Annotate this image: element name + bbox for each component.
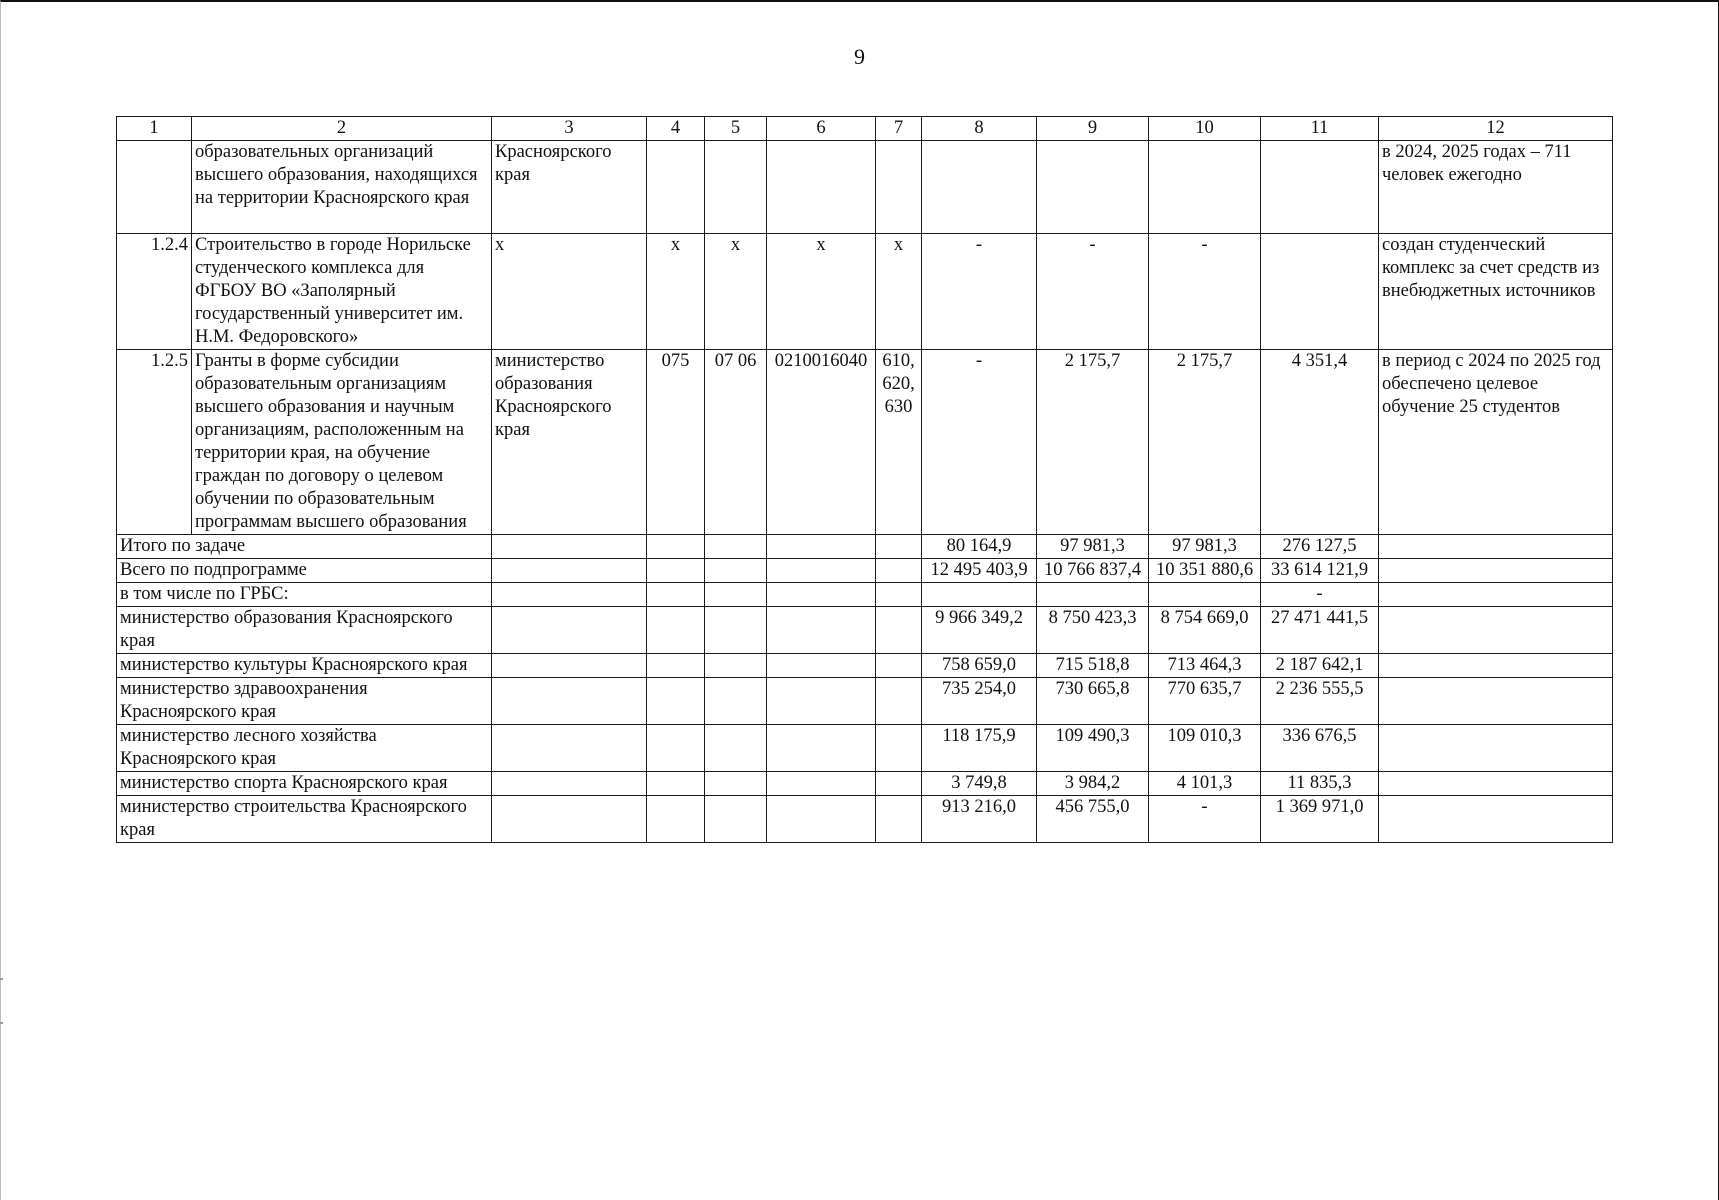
summary-row	[117, 678, 1613, 725]
empty-cell	[767, 772, 876, 796]
empty-cell	[492, 583, 647, 607]
empty-cell	[492, 607, 647, 654]
empty-cell	[705, 583, 767, 607]
amount-2024: 109 490,3	[1037, 725, 1149, 772]
column-number: 1	[117, 117, 192, 141]
amount-2023: 9 966 349,2	[922, 607, 1037, 654]
empty-cell	[647, 535, 705, 559]
summary-row	[117, 607, 1613, 654]
empty-cell	[492, 535, 647, 559]
column-number: 8	[922, 117, 1037, 141]
empty-cell	[767, 654, 876, 678]
empty-cell	[492, 725, 647, 772]
scan-mark	[0, 978, 3, 980]
empty-cell	[876, 141, 922, 234]
empty-cell	[647, 678, 705, 725]
empty-cell	[647, 725, 705, 772]
empty-cell	[492, 559, 647, 583]
expense-type-code: 610, 620, 630	[876, 350, 922, 535]
amount-2024: 97 981,3	[1037, 535, 1149, 559]
empty-cell	[705, 535, 767, 559]
empty-cell	[647, 559, 705, 583]
amount-2025: 10 351 880,6	[1149, 559, 1261, 583]
empty-cell	[876, 678, 922, 725]
empty-cell	[647, 583, 705, 607]
empty-cell	[647, 607, 705, 654]
empty-cell	[1379, 583, 1613, 607]
empty-cell	[705, 141, 767, 234]
empty-cell	[767, 141, 876, 234]
amount-total	[1261, 234, 1379, 350]
amount-2025: -	[1149, 796, 1261, 843]
section-code: 07 06	[705, 350, 767, 535]
empty-cell	[705, 725, 767, 772]
summary-label: в том числе по ГРБС:	[117, 583, 492, 607]
empty-cell	[705, 772, 767, 796]
amount-2023: 12 495 403,9	[922, 559, 1037, 583]
amount-2023: -	[922, 350, 1037, 535]
summary-row	[117, 796, 1613, 843]
amount-2025: -	[1149, 234, 1261, 350]
amount-2024: 715 518,8	[1037, 654, 1149, 678]
summary-row	[117, 654, 1613, 678]
expected-result: в период с 2024 по 2025 год обеспечено целевое обучение 25 студентов	[1379, 350, 1613, 535]
column-number: 2	[192, 117, 492, 141]
empty-cell	[492, 678, 647, 725]
empty-cell	[705, 678, 767, 725]
summary-row	[117, 583, 1613, 607]
grbs-label: министерство лесного хозяйства Красноярского края	[117, 725, 492, 772]
empty-cell	[647, 772, 705, 796]
grbs-name: Красноярского края	[492, 141, 647, 234]
table-row	[117, 234, 1613, 350]
empty-cell	[1037, 583, 1149, 607]
amount-2025: 109 010,3	[1149, 725, 1261, 772]
empty-cell	[767, 559, 876, 583]
grbs-name: министерство образования Красноярского края	[492, 350, 647, 535]
expected-result: в 2024, 2025 годах – 711 человек ежегодно	[1379, 141, 1613, 234]
amount-2024: 2 175,7	[1037, 350, 1149, 535]
amount-2023: -	[922, 234, 1037, 350]
amount-2023: 3 749,8	[922, 772, 1037, 796]
empty-cell	[876, 583, 922, 607]
expected-result: создан студенческий комплекс за счет средств из внебюджетных источников	[1379, 234, 1613, 350]
empty-cell	[705, 559, 767, 583]
grbs-label: министерство спорта Красноярского края	[117, 772, 492, 796]
column-number-row	[117, 117, 1613, 141]
empty-cell	[1379, 607, 1613, 654]
empty-cell	[876, 772, 922, 796]
item-description: Строительство в городе Норильске студенческого комплекса для ФГБОУ ВО «Заполярный государственный университет им. Н.М. Федоровского»	[192, 234, 492, 350]
amount-2025: 97 981,3	[1149, 535, 1261, 559]
amount-total: 27 471 441,5	[1261, 607, 1379, 654]
empty-cell	[767, 583, 876, 607]
column-number: 11	[1261, 117, 1379, 141]
row-number: 1.2.4	[117, 234, 192, 350]
empty-cell	[492, 796, 647, 843]
expense-type-code: x	[876, 234, 922, 350]
item-description: Гранты в форме субсидии образовательным организациям высшего образования и научным организациям, расположенным на территории края, на обучение граждан по договору о целевом обучении по образовательным программам высшего образования	[192, 350, 492, 535]
empty-cell	[1379, 654, 1613, 678]
column-number: 6	[767, 117, 876, 141]
amount-2025: 2 175,7	[1149, 350, 1261, 535]
empty-cell	[767, 725, 876, 772]
item-description: образовательных организаций высшего образования, находящихся на территории Красноярского края	[192, 141, 492, 234]
amount-2024: 730 665,8	[1037, 678, 1149, 725]
summary-row	[117, 725, 1613, 772]
amount-2024: 456 755,0	[1037, 796, 1149, 843]
grbs-label: министерство здравоохранения Красноярского края	[117, 678, 492, 725]
amount-total: 1 369 971,0	[1261, 796, 1379, 843]
amount-total: 2 236 555,5	[1261, 678, 1379, 725]
column-number: 3	[492, 117, 647, 141]
empty-cell	[876, 725, 922, 772]
empty-cell	[647, 654, 705, 678]
amount-total: 336 676,5	[1261, 725, 1379, 772]
row-number: 1.2.5	[117, 350, 192, 535]
amount-2023: 913 216,0	[922, 796, 1037, 843]
empty-cell	[705, 607, 767, 654]
empty-cell	[647, 141, 705, 234]
empty-cell	[767, 607, 876, 654]
amount-2025: 770 635,7	[1149, 678, 1261, 725]
empty-cell	[1379, 535, 1613, 559]
empty-cell	[767, 535, 876, 559]
row-number	[117, 141, 192, 234]
grbs-code: x	[647, 234, 705, 350]
empty-cell	[1379, 772, 1613, 796]
amount-2024: 3 984,2	[1037, 772, 1149, 796]
column-number: 5	[705, 117, 767, 141]
amount-2023: 735 254,0	[922, 678, 1037, 725]
empty-cell	[876, 607, 922, 654]
empty-cell	[1379, 725, 1613, 772]
amount-total: 2 187 642,1	[1261, 654, 1379, 678]
empty-cell	[922, 583, 1037, 607]
empty-cell	[1261, 141, 1379, 234]
column-number: 7	[876, 117, 922, 141]
column-number: 10	[1149, 117, 1261, 141]
empty-cell	[1149, 141, 1261, 234]
summary-row	[117, 559, 1613, 583]
summary-label: Всего по подпрограмме	[117, 559, 492, 583]
empty-cell	[876, 654, 922, 678]
amount-2023: 118 175,9	[922, 725, 1037, 772]
empty-cell	[492, 654, 647, 678]
empty-cell	[767, 796, 876, 843]
column-number: 4	[647, 117, 705, 141]
grbs-code: 075	[647, 350, 705, 535]
empty-cell	[922, 141, 1037, 234]
amount-2025: 4 101,3	[1149, 772, 1261, 796]
empty-cell	[876, 559, 922, 583]
empty-cell	[876, 796, 922, 843]
budget-table	[116, 116, 1613, 843]
grbs-name: x	[492, 234, 647, 350]
section-code: x	[705, 234, 767, 350]
scan-mark	[0, 1022, 3, 1024]
summary-row	[117, 772, 1613, 796]
empty-cell	[705, 654, 767, 678]
amount-total: -	[1261, 583, 1379, 607]
empty-cell	[1149, 583, 1261, 607]
empty-cell	[876, 535, 922, 559]
summary-label: Итого по задаче	[117, 535, 492, 559]
table-row	[117, 141, 1613, 234]
empty-cell	[1379, 559, 1613, 583]
amount-2023: 80 164,9	[922, 535, 1037, 559]
amount-2024: 10 766 837,4	[1037, 559, 1149, 583]
grbs-label: министерство строительства Красноярского края	[117, 796, 492, 843]
page-number: 9	[854, 44, 865, 69]
amount-total: 33 614 121,9	[1261, 559, 1379, 583]
amount-2024: 8 750 423,3	[1037, 607, 1149, 654]
table-row	[117, 350, 1613, 535]
amount-total: 4 351,4	[1261, 350, 1379, 535]
empty-cell	[647, 796, 705, 843]
target-code: 0210016040	[767, 350, 876, 535]
empty-cell	[705, 796, 767, 843]
grbs-label: министерство культуры Красноярского края	[117, 654, 492, 678]
column-number: 9	[1037, 117, 1149, 141]
target-code: x	[767, 234, 876, 350]
empty-cell	[1379, 678, 1613, 725]
column-number: 12	[1379, 117, 1613, 141]
empty-cell	[767, 678, 876, 725]
summary-row	[117, 535, 1613, 559]
amount-total: 276 127,5	[1261, 535, 1379, 559]
amount-2025: 713 464,3	[1149, 654, 1261, 678]
amount-2023: 758 659,0	[922, 654, 1037, 678]
amount-2024: -	[1037, 234, 1149, 350]
amount-2025: 8 754 669,0	[1149, 607, 1261, 654]
empty-cell	[492, 772, 647, 796]
grbs-label: министерство образования Красноярского края	[117, 607, 492, 654]
empty-cell	[1379, 796, 1613, 843]
amount-total: 11 835,3	[1261, 772, 1379, 796]
empty-cell	[1037, 141, 1149, 234]
